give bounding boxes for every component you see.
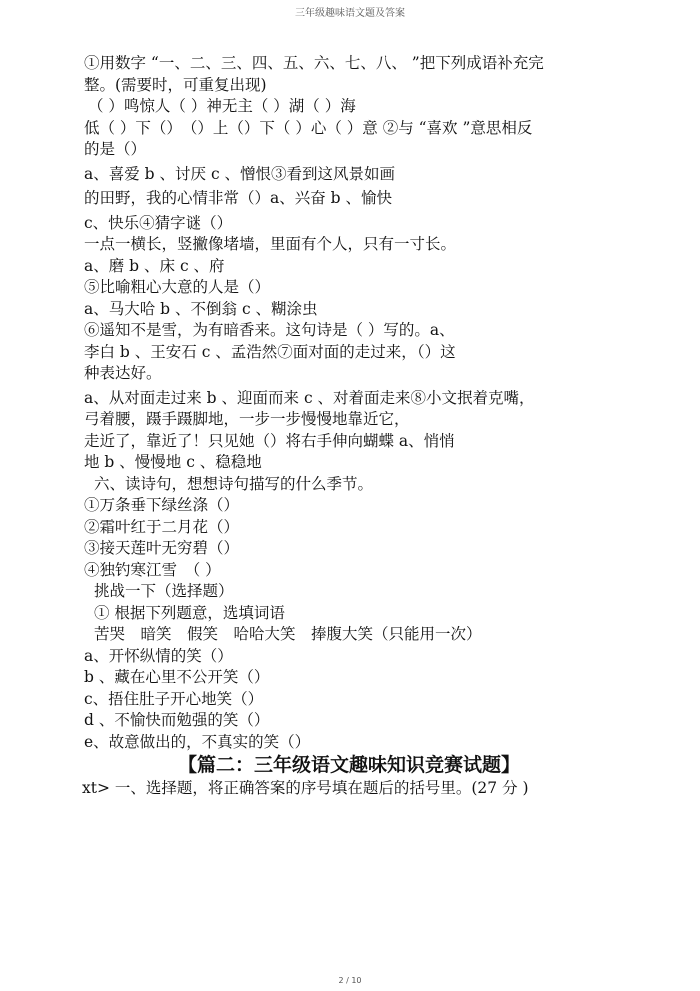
text-line: （ ）鸣惊人（ ）神无主（ ）湖（ ）海 <box>88 97 356 115</box>
text-line: a、开怀纵情的笑（） <box>84 646 233 665</box>
text-line: 六、读诗句，想想诗句描写的什么季节。 <box>94 474 374 493</box>
text-line: ③接天莲叶无穷碧（） <box>84 539 240 557</box>
text-line: 苦哭 暗笑 假笑 哈哈大笑 捧腹大笑（只能用一次） <box>94 625 482 643</box>
text-line: ⑥遥知不是雪，为有暗香来。这句诗是（ ）写的。a、 <box>84 321 455 339</box>
text-line: ① 根据下列题意，选填词语 <box>94 603 285 622</box>
text-line: b 、藏在心里不公开笑（） <box>84 668 270 686</box>
text-line: a、马大哈 b 、不倒翁 c 、糊涂虫 <box>84 299 318 318</box>
text-line: 低（ ）下（） （）上（）下（ ）心（ ）意 ②与 “喜欢 ”意思相反 <box>84 118 533 137</box>
text-line: 走近了，靠近了！只见她（）将右手伸向蝴蝶 a、悄悄 <box>84 431 455 450</box>
text-line: d 、不愉快而勉强的笑（） <box>84 711 270 729</box>
text-line: 整。(需要时，可重复出现) <box>84 75 267 94</box>
section-title: 【篇二：三年级语文趣味知识竞赛试题】 <box>177 754 520 776</box>
text-line: 李白 b 、王安石 c 、孟浩然⑦面对面的走过来，（）这 <box>84 342 456 361</box>
document-body <box>84 53 624 800</box>
text-line: a、从对面走过来 b 、迎面而来 c 、对着面走来⑧小文抿着克嘴， <box>84 388 535 407</box>
text-line: 一点一横长，竖撇像堵墙，里面有个人，只有一寸长。 <box>84 235 457 253</box>
text-line: ②霜叶红于二月花（） <box>84 517 240 536</box>
text-line: ④独钓寒江雪 （ ） <box>84 560 221 579</box>
text-line: a、喜爱 b 、讨厌 c 、憎恨③看到这风景如画 <box>84 164 396 183</box>
text-line: c、捂住肚子开心地笑（） <box>84 689 264 708</box>
text-line: a、磨 b 、床 c 、府 <box>84 256 225 275</box>
text-line: ①用数字 “一、二、三、四、五、六、七、八、 ”把下列成语补充完 <box>84 54 544 72</box>
text-line: 的是（） <box>84 140 147 158</box>
text-line: xt> 一、选择题，将正确答案的序号填在题后的括号里。(27 分 ) <box>82 779 529 797</box>
running-header: 三年级趣味语文题及答案 <box>295 8 405 19</box>
text-line: 挑战一下（选择题） <box>94 582 234 600</box>
page-number: 2 / 10 <box>338 976 362 985</box>
text-line: e、故意做出的，不真实的笑（） <box>84 732 311 751</box>
text-line: 种表达好。 <box>84 364 162 382</box>
text-line: 弓着腰，蹑手蹑脚地，一步一步慢慢地靠近它， <box>84 410 410 428</box>
text-line: c、快乐④猜字谜（） <box>84 213 233 232</box>
text-line: ①万条垂下绿丝涤（） <box>84 496 240 514</box>
text-line: 的田野，我的心情非常（）a、兴奋 b 、愉快 <box>84 189 393 207</box>
text-line: 地 b 、慢慢地 c 、稳稳地 <box>84 453 262 471</box>
text-line: ⑤比喻粗心大意的人是（） <box>84 278 271 296</box>
